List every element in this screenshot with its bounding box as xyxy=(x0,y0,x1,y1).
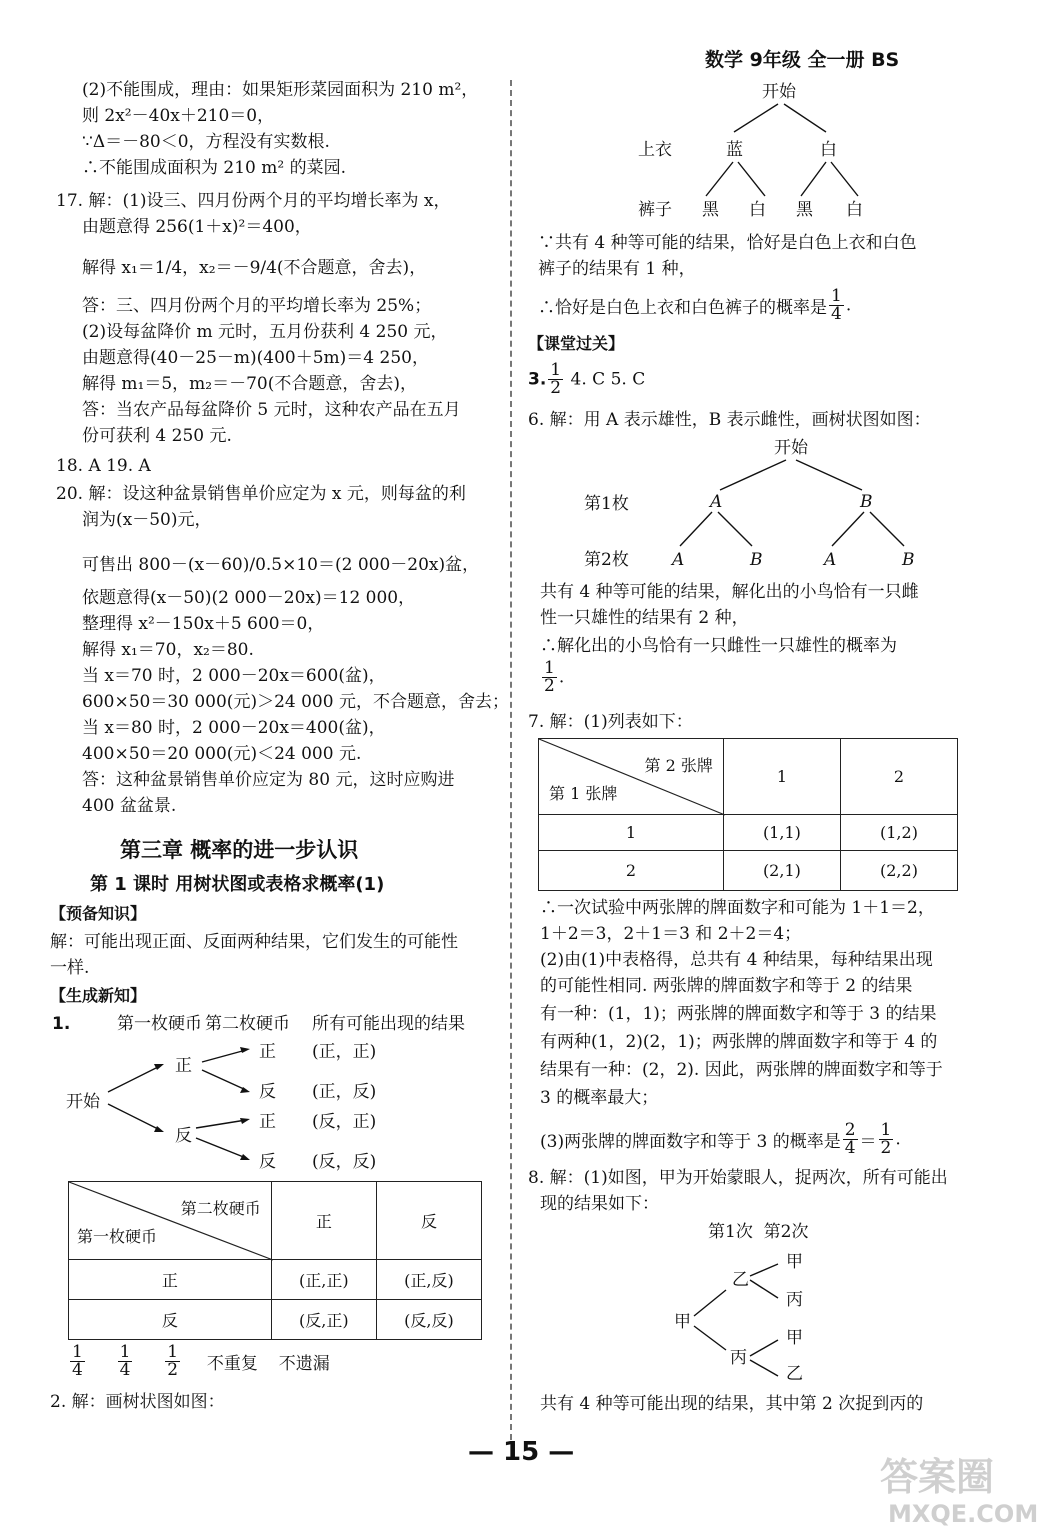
tree-root: 开始 xyxy=(774,438,808,458)
text-line: 有两种(1，2)(2，1)；两张牌的牌面数字和等于 4 的 xyxy=(540,1032,938,1052)
text-line: 400×50＝20 000(元)＜24 000 元. xyxy=(82,744,362,764)
fraction: $\frac{1}{2}$ xyxy=(544,658,555,696)
text-line: ∴一次试验中两张牌的牌面数字和可能为 1＋1＝2， xyxy=(540,898,935,918)
tree-root: 甲 xyxy=(674,1312,691,1332)
tree-row-label: 第2枚 xyxy=(584,550,629,570)
text-line: 性一只雄性的结果有 2 种， xyxy=(540,608,749,628)
text-line: 400 盆盆景. xyxy=(82,796,177,816)
text-line: ∵共有 4 种等可能的结果，恰好是白色上衣和白色 xyxy=(538,233,917,253)
lesson-title: 第 1 课时 用树状图或表格求概率(1) xyxy=(90,874,385,895)
fraction: $\frac{2}{4}$ xyxy=(844,1120,856,1158)
column-divider xyxy=(510,80,512,1440)
fraction: $\frac{1}{4}$ xyxy=(72,1342,83,1380)
tree-node: 白 xyxy=(846,200,863,220)
tree-node: 甲 xyxy=(786,1328,803,1348)
text-line: 一样. xyxy=(50,958,90,978)
tree-row-label: 裤子 xyxy=(638,200,672,220)
tree-node: 蓝 xyxy=(726,140,743,160)
tree-node: 反 xyxy=(259,1082,276,1102)
text-line: $\frac{1}{2}$ . xyxy=(544,658,565,696)
text-line: 7. 解：(1)列表如下： xyxy=(528,712,693,732)
text-line: 共有 4 种等可能出现的结果，其中第 2 次捉到丙的 xyxy=(540,1394,924,1414)
text-line: 由题意得(40－25－m)(400＋5m)＝4 250， xyxy=(82,348,429,368)
text-line: 的可能性相同. 两张牌的牌面数字和等于 2 的结果 xyxy=(540,976,913,996)
chapter-title: 第三章 概率的进一步认识 xyxy=(120,838,359,862)
table-col-header: 正 xyxy=(271,1182,376,1260)
text-line: 解：可能出现正面、反面两种结果，它们发生的可能性 xyxy=(50,932,458,952)
tree-node: 乙 xyxy=(732,1270,749,1290)
tree-node: 正 xyxy=(259,1042,276,1062)
text-line: 现的结果如下： xyxy=(540,1194,659,1214)
text-line: 依题意得(x－50)(2 000－20x)＝12 000， xyxy=(82,588,416,608)
text-line: (3)两张牌的牌面数字和等于 3 的概率是 $\frac{2}{4}$ ＝ $\frac{1}{2}$ . xyxy=(540,1120,901,1158)
fraction: $\frac{1}{4}$ xyxy=(831,286,842,324)
text-line: ∴恰好是白色上衣和白色裤子的概率是 $\frac{1}{4}$ . xyxy=(538,286,852,324)
tree-node: B xyxy=(750,550,763,570)
tree-node: 反 xyxy=(259,1152,276,1172)
tree-header: 第二枚硬币 xyxy=(205,1014,290,1034)
tree-node: 正 xyxy=(175,1056,192,1076)
q1-answers: $\frac{1}{4}$ $\frac{1}{4}$ $\frac{1}{2}$ 不重复 不遗漏 xyxy=(72,1342,330,1380)
text-line: 答：三、四月份两个月的平均增长率为 25%； xyxy=(82,296,432,316)
text-line: 20. 解：设这种盆景销售单价应定为 x 元，则每盆的利 xyxy=(56,484,466,504)
tree-node: 反 xyxy=(175,1126,192,1146)
fraction: $\frac{1}{4}$ xyxy=(119,1342,131,1380)
tree-node: 白 xyxy=(820,140,837,160)
watermark-url: MXQE.COM xyxy=(888,1500,1039,1528)
text-line: 1＋2＝3，2＋1＝3 和 2＋2＝4； xyxy=(540,924,802,944)
card-table xyxy=(538,738,958,891)
text-line: 裤子的结果有 1 种， xyxy=(538,259,696,279)
section-label: 【预备知识】 xyxy=(50,904,147,923)
text-line: 8. 解：(1)如图，甲为开始蒙眼人，捉两次，所有可能出 xyxy=(528,1168,948,1188)
table-row: 2 (2,1) (2,2) xyxy=(539,851,958,891)
text-line: 当 x＝80 时，2 000－20x＝400(盆)， xyxy=(82,718,386,738)
text-line: 3 的概率最大； xyxy=(540,1088,659,1108)
text-line: (2)设每盆降价 m 元时，五月份获利 4 250 元， xyxy=(82,322,448,342)
text-line: 解得 x₁＝70，x₂＝80. xyxy=(82,640,254,660)
text-line: 有一种：(1，1)；两张牌的牌面数字和等于 3 的结果 xyxy=(540,1004,937,1024)
text-line: (2)不能围成，理由：如果矩形菜园面积为 210 m²， xyxy=(82,80,479,100)
text-line: 6. 解：用 A 表示雄性，B 表示雌性，画树状图如图： xyxy=(528,410,931,430)
tree-node: 丙 xyxy=(730,1348,747,1368)
text-line: 解得 x₁＝1/4，x₂＝－9/4(不合题意，舍去)， xyxy=(82,258,427,278)
table-row: 反 (反,正) (反,反) xyxy=(69,1300,482,1340)
tree-result: (正，正) xyxy=(312,1042,377,1062)
text-line: 当 x＝70 时，2 000－20x＝600(盆)， xyxy=(82,666,386,686)
text-line: 结果有一种：(2，2). 因此，两张牌的牌面数字和等于 xyxy=(540,1060,943,1080)
text-line: 可售出 800－(x－60)/0.5×10＝(2 000－20x)盆， xyxy=(82,555,480,575)
tree-node: B xyxy=(902,550,915,570)
tree-row-label: 第1枚 xyxy=(584,494,629,514)
table-col-header: 1 xyxy=(723,739,840,815)
table-diagonal-header: 第 2 张牌 第 1 张牌 xyxy=(539,739,724,815)
tree-header: 第1次 第2次 xyxy=(708,1222,809,1242)
tree-root: 开始 xyxy=(66,1092,100,1112)
watermark-logo: 答案圈 xyxy=(880,1455,995,1499)
tree-result: (反，反) xyxy=(312,1152,377,1172)
tree-row-label: 上衣 xyxy=(638,140,672,160)
text-line: 答：这种盆景销售单价应定为 80 元，这时应购进 xyxy=(82,770,455,790)
text-line: 17. 解：(1)设三、四月份两个月的平均增长率为 x， xyxy=(56,191,451,211)
catch-tree-lines xyxy=(0,0,10,10)
tree-node: 黑 xyxy=(702,200,719,220)
text-line: 则 2x²－40x＋210＝0， xyxy=(82,106,275,126)
page-header: 数学 9年级 全一册 BS xyxy=(705,49,900,71)
question-number: 1. xyxy=(52,1014,71,1034)
table-row: 正 (正,正) (正,反) xyxy=(69,1260,482,1300)
tree-header: 所有可能出现的结果 xyxy=(312,1014,465,1034)
text-line: 解得 m₁＝5，m₂＝－70(不合题意，舍去)， xyxy=(82,374,417,394)
text-line: 由题意得 256(1＋x)²＝400， xyxy=(82,217,312,237)
tree-header: 第一枚硬币 xyxy=(117,1014,202,1034)
tree-node: 甲 xyxy=(786,1252,803,1272)
text-line: 18. A 19. A xyxy=(56,456,151,476)
tree-node: 黑 xyxy=(796,200,813,220)
text-line: ∴不能围成面积为 210 m² 的菜园. xyxy=(82,158,346,178)
text-line: 润为(x－50)元， xyxy=(82,510,212,530)
text-line: 共有 4 种等可能的结果，解化出的小鸟恰有一只雌 xyxy=(540,582,919,602)
coin-table xyxy=(68,1181,482,1340)
table-diagonal-header: 第二枚硬币 第一枚硬币 xyxy=(69,1182,272,1260)
tree-node: A xyxy=(710,492,723,512)
text-line: ∵Δ＝－80＜0，方程没有实数根. xyxy=(82,132,330,152)
tree-result: (正，反) xyxy=(312,1082,377,1102)
tree-result: (反，正) xyxy=(312,1112,377,1132)
table-col-header: 2 xyxy=(840,739,957,815)
tree-node: 乙 xyxy=(786,1364,803,1384)
fraction: $\frac{1}{2}$ xyxy=(550,360,562,398)
page-number: — 15 — xyxy=(468,1437,575,1467)
text-line: 份可获利 4 250 元. xyxy=(82,426,232,446)
section-label: 【课堂过关】 xyxy=(528,334,625,353)
coin-tree-lines xyxy=(0,0,300,150)
text-line: 600×50＝30 000(元)＞24 000 元，不合题意，舍去； xyxy=(82,692,509,712)
section-label: 【生成新知】 xyxy=(50,986,147,1005)
text-line: 2. 解：画树状图如图： xyxy=(50,1392,225,1412)
tree-node: A xyxy=(824,550,837,570)
fraction: $\frac{1}{2}$ xyxy=(880,1120,892,1158)
text-line: 整理得 x²－150x＋5 600＝0， xyxy=(82,614,325,634)
text-line: ∴解化出的小鸟恰有一只雌性一只雄性的概率为 xyxy=(540,636,897,656)
text-line: (2)由(1)中表格得，总共有 4 种结果，每种结果出现 xyxy=(540,950,933,970)
tree-root: 开始 xyxy=(762,82,796,102)
tree-node: 丙 xyxy=(786,1290,803,1310)
tree-node: 白 xyxy=(749,200,766,220)
tree-node: A xyxy=(672,550,685,570)
text-line: 答：当农产品每盆降价 5 元时，这种农产品在五月 xyxy=(82,400,461,420)
diagonal-line xyxy=(69,1182,273,1260)
table-row: 1 (1,1) (1,2) xyxy=(539,815,958,851)
tree-node: 正 xyxy=(259,1112,276,1132)
tree-node: B xyxy=(860,492,873,512)
table-col-header: 反 xyxy=(376,1182,481,1260)
fraction: $\frac{1}{2}$ xyxy=(167,1342,179,1380)
text-line: 3. $\frac{1}{2}$ 4. C 5. C xyxy=(528,360,646,398)
